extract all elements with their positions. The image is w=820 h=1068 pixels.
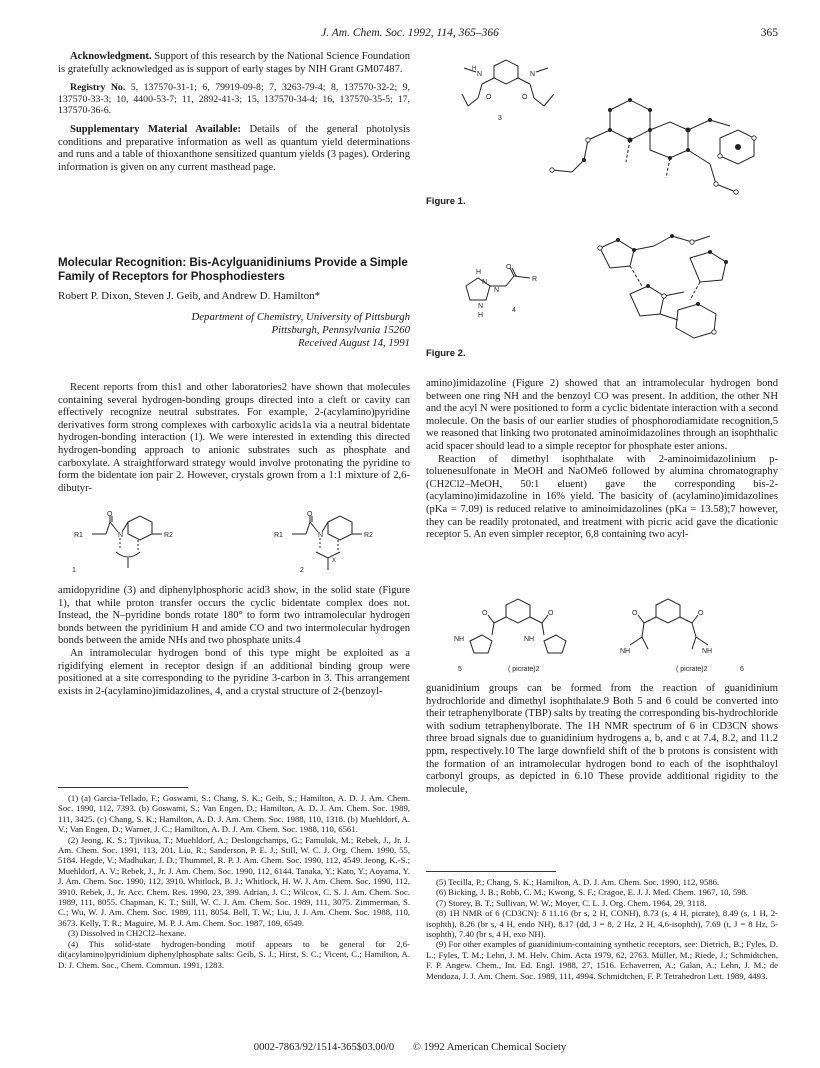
paragraph-text: An intramolecular hydrogen bond of this type might be exploited as a rigidifying element in receptor design if an additional binding group were positioned at a site corresponding to the pyridine 3-carbon in 3. This arrangement exists in 2-(acylamino)imidazolines, 4, and a crystal structure of 2-(benzoyl-	[58, 647, 410, 697]
registry-text: 5, 137570-31-1; 6, 79919-09-8; 7, 3263-79-4; 8, 137570-32-2; 9, 137570-33-3; 10, 4400-53-7; 11, 2892-41-3; 15, 137570-34-4; 16, 137570-35-5; 17, 137570-36-6.	[58, 82, 410, 117]
footnote: (9) For other examples of guanidinium-containing synthetic receptors, see: Dietrich, B.; Fyles, D. L.; Fyles, T. M.; Lehn, J. M. Helv. Chim. Acta 1979, 62, 2763. Müller, M.; Riede, J.; Schmidtchen, F. P. Angew. Chem., Int. Ed. Engl. 1988, 27, 1516. Echaverren, A.; Galan, A.; Lehn, J. M.; de Mendoza, J. J. Am. Chem. Soc. 1989, 111, 4994. Schmidtchen, F. P. Tetrahedron Lett. 1989, 4493.	[426, 939, 778, 981]
struct5-nh-left: NH	[454, 636, 465, 643]
struct3-o-right: O	[522, 94, 528, 101]
affiliation-city: Pittsburgh, Pennsylvania 15260	[271, 323, 410, 336]
paragraph-text: Recent reports from this1 and other laboratories2 have shown that molecules containing several hydrogen-bonding groups directed into a cleft or cavity can effectively recognize neutral substrates. For example, 2-(acylamino)pyridine derivatives form strong complexes with carboxylic acids1a via a neutral bidentate hydrogen-bonding interaction (1). We were interested in extending this directed hydrogen-bonding approach to anionic substrates such as phosphate and carboxylate. A straightforward strategy would involve protonating the pyridine to form the bidentate ion pair 2. However, crystals grown from a 1:1 mixture of 2,6-dibutyr-	[58, 382, 410, 494]
struct2-label: 2	[300, 567, 304, 574]
struct4-o: O	[506, 264, 512, 271]
affiliation	[58, 311, 410, 350]
struct2-r2: R2	[364, 532, 373, 539]
body-paragraphs-4-5	[426, 378, 778, 542]
struct2-o: O	[307, 511, 313, 518]
struct6-nh-right: NH	[702, 648, 713, 655]
body-paragraph-1	[58, 382, 410, 495]
received-date: Received August 14, 1991	[298, 336, 410, 349]
footnote: (3) Dissolved in CH2Cl2–hexane.	[68, 928, 187, 939]
structures-1-2	[70, 512, 400, 577]
paragraph-text: Reaction of dimethyl isophthalate with 2-aminoimidazolinium p-toluenesulfonate in MeOH and NaOMe6 followed by alumina chromatography (CH2Cl2–MeOH, 50:1 eluent) gave the corresponding bis-2-(acylamino)imidazoline in 16% yield. The basicity of (acylamino)imidazolines (pKa = 7.09) is reduced relative to aminoimidazolines (pKa = 13.58);7 however, they can be readily protonated, and treatment with picric acid gave the dicationic receptor 5. An even simpler receptor, 6,8 containing two acyl-	[426, 453, 778, 541]
struct5-o-left: O	[482, 610, 488, 617]
footnotes-right	[426, 877, 778, 981]
struct4-h-top: H	[476, 269, 482, 276]
footnote: (8) 1H NMR of 6 (CD3CN): δ 11.16 (br s, 2 H, CONH), 8.73 (s, 4 H, picrate), 8.49 (s, 1 H, 2-isophth), 8.26 (br s, 4 H, endo NH), 8.17 (dd, J = 8, 2 Hz, 2 H, 4,6-isophth), 7.69 (t, J = 8 Hz, 5-isophth), 7.40 (br s, 4 H, exo NH).	[426, 908, 778, 940]
struct5-o-right: O	[548, 610, 554, 617]
paragraph-text: amino)imidazoline (Figure 2) showed that an intramolecular hydrogen bond between one ring NH and the benzoyl CO was present. In addition, the other NH and the acyl N were positioned to form a cyclic bidentate interaction with a second molecule. On the basis of our earlier studies of phosphorodiamidate recognition,5 we reasoned that linking two protonated aminoimidazolines through an isophthalic acid spacer should lead to a simple receptor for phosphate ester anions.	[426, 378, 778, 452]
running-header	[0, 27, 820, 43]
struct3-h-left: H	[472, 66, 477, 72]
paragraph-text: guanidinium groups can be formed from the reaction of guanidinium hydrochloride and dimethyl isophthalate.9 Both 5 and 6 could be converted into their tetraphenylborate (TBP) salts by treating the corresponding bis-hydrochloride with sodium tetraphenylborate. The 1H NMR spectrum of 6 in CD3CN shows three broad signals due to guanidinium hydrogens a, b, and c at 7.4, 8.2, and 11.2 ppm, respectively.10 The large downfield shift of the b protons is consistent with the formation of an intramolecular hydrogen bond to each of the isophthaloyl carbonyl groups, as depicted in 6.10 These provide additional rigidity to the molecule,	[426, 683, 778, 795]
struct6-nh-left: NH	[620, 648, 631, 655]
struct4-n-bottom: N	[478, 303, 484, 310]
struct3-n-left: N	[477, 71, 483, 78]
supplementary-text: Details of the general photolysis conditions and preparative information as well as quantum yield determinations and runs and a table of thioxanthone sensitized quantum yields (3 pages). Ordering information is given on any current masthead page.	[58, 123, 410, 173]
struct2-r1: R1	[274, 532, 283, 539]
struct4-h-bottom: H	[478, 312, 484, 319]
struct6-o-left: O	[632, 610, 638, 617]
page-number: 365	[760, 27, 778, 39]
affiliation-department: Department of Chemistry, University of Pittsburgh	[191, 310, 410, 323]
struct1-o: O	[107, 511, 113, 518]
footnote: (7) Storey, B. T.; Sullivan, W. W.; Moyer, C. L. J. Org. Chem. 1964, 29, 3118.	[436, 897, 707, 908]
footnote: (4) This solid-state hydrogen-bonding motif appears to be general for 2,6-di(acylamino)pyridinium diphenylphosphate salts: Geib, S. J.; Hirst, S. C.; Vicent, C.; Hamilton, A. D. J. Chem. Soc., Chem. Commun. 1991, 1283.	[58, 938, 410, 970]
struct4-n-top: N	[482, 279, 488, 286]
struct4-n-acyl: N	[494, 287, 500, 294]
body-paragraphs-2-3	[58, 585, 410, 698]
struct2-x: X	[332, 558, 337, 564]
article-authors: Robert P. Dixon, Steven J. Geib, and Andrew D. Hamilton*	[58, 290, 321, 302]
footnote-rule	[58, 787, 188, 788]
article-code: 0002-7863/92/1514-365$03.00/0	[253, 1042, 395, 1053]
crystal-structure-figure-2	[560, 228, 760, 348]
struct6-label: 6	[740, 666, 744, 673]
struct4-label: 4	[512, 307, 516, 314]
footnote: (6) Bicking, J. B.; Robb, C. M.; Kwong, S. F.; Cragoe, E. J. J. Med. Chem. 1967, 10, 598.	[436, 887, 749, 898]
body-paragraph-6	[426, 683, 778, 796]
struct3-n-right: N	[530, 71, 536, 78]
struct1-label: 1	[72, 567, 76, 574]
struct1-r2: R2	[164, 532, 173, 539]
acknowledgment-text: Support of this research by the National Science Foundation is gratefully acknowledged as is support of early stages by NIH Grant GM07487.	[58, 51, 410, 75]
struct5-picrate: ( picrate)2	[508, 666, 540, 673]
previous-article-end	[58, 51, 410, 174]
struct3-label: 3	[498, 115, 502, 122]
footnote: (1) (a) Garcia-Tellado, F.; Goswami, S.; Chang, S. K.; Geib, S.; Hamilton, A. D. J. Am. Chem. Soc. 1990, 112, 7393. (b) Goswami, S.; Van Engen, D.; Hamilton, A. D. J. Am. Chem. Soc. 1989, 111, 3425. (c) Chang, S. K.; Hamilton, A. D. J. Am. Chem. Soc. 1988, 110, 1318. (b) Muehldorf, A. V.; Van Engen, D.; Warner, J. C.; Hamilton, A. D. J. Am. Chem. Soc. 1988, 110, 6561.	[58, 793, 410, 835]
paragraph-text: amidopyridine (3) and diphenylphosphoric acid3 show, in the solid state (Figure 1), that while proton transfer occurs the cyclic bidentate complex does not. Instead, the N–pyridine bonds rotate 180° to form two intramolecular hydrogen bonds between the pyridinium H and amide CO and two intermolecular hydrogen bonds between the amide NHs and two phosphate units.4	[58, 585, 410, 647]
page-footer	[0, 1042, 820, 1053]
journal-citation: J. Am. Chem. Soc. 1992, 114, 365–366	[321, 27, 499, 39]
figure-2-caption: Figure 2.	[426, 348, 466, 359]
footnote-rule	[426, 871, 556, 872]
struct4-r: R	[532, 276, 538, 283]
struct1-r1: R1	[74, 532, 83, 539]
struct1-n: N	[118, 532, 124, 539]
structures-5-6	[452, 595, 772, 675]
struct3-o-left: O	[486, 94, 492, 101]
footnote: (5) Tecilla, P.; Chang, S. K.; Hamilton, A. D. J. Am. Chem. Soc. 1990, 112, 9586.	[436, 877, 720, 887]
struct5-label: 5	[458, 666, 462, 673]
crystal-structure-figure-1	[540, 92, 780, 202]
registry-label: Registry No.	[70, 82, 126, 94]
struct6-o-right: O	[698, 610, 704, 617]
supplementary-label: Supplementary Material Available:	[70, 123, 241, 135]
struct6-picrate: ( picrate)2	[676, 666, 708, 673]
footnotes-left	[58, 793, 410, 970]
structure-4	[452, 264, 562, 324]
article-title: Molecular Recognition: Bis-Acylguanidiniums Provide a Simple Family of Receptors for Phosphodiesters	[58, 256, 408, 283]
struct5-nh-right: NH	[524, 636, 535, 643]
figure-1-caption: Figure 1.	[426, 196, 466, 207]
struct2-n: N	[318, 532, 324, 539]
copyright: © 1992 American Chemical Society	[412, 1042, 567, 1053]
footnote: (2) Jeong, K. S.; Tjivikua, T.; Muehldorf, A.; Deslongchamps, G.; Famulok, M.; Rebek, J., Jr. J. Am. Chem. Soc. 1991, 113, 201. Liu, R.; Sanderson, P. E. J.; Still, W. C. J. Org. Chem. 1990, 55, 5184. Hegde, V.; Madhukar, J. D.; Thummel, R. P. J. Am. Chem. Soc. 1990, 112, 4549. Jeong, K.-S.; Muehldorf, A. V.; Rebek, J., Jr. J. Am. Chem. Soc. 1990, 112, 6144. Tanaka, Y.; Kato, Y.; Aoyama, Y. J. Am. Chem. Soc. 1990, 112, 3910. Whitlock, B. J.; Whitlock, H. W. J. Am. Chem. Soc. 1990, 112, 3910. Rebek, J., Jr. Acc. Chem. Res. 1990, 23, 399. Adrian, J. C.; Wilcox, C. S. J. Am. Chem. Soc. 1989, 111, 8055. Chapman, K. T.; Still, W. C. J. Am. Chem. Soc. 1989, 111, 3075. Zimmerman, S. C.; Wu, W. J. Am. Chem. Soc. 1989, 111, 8054. Bell, T. W.; Liu, J. J. Am. Chem. Soc. 1988, 110, 3673. Kelly, T. R.; Maguire, M. P. J. Am. Chem. Soc. 1987, 109, 6549.	[58, 834, 410, 928]
article-header	[58, 256, 410, 350]
acknowledgment-label: Acknowledgment.	[70, 51, 152, 62]
